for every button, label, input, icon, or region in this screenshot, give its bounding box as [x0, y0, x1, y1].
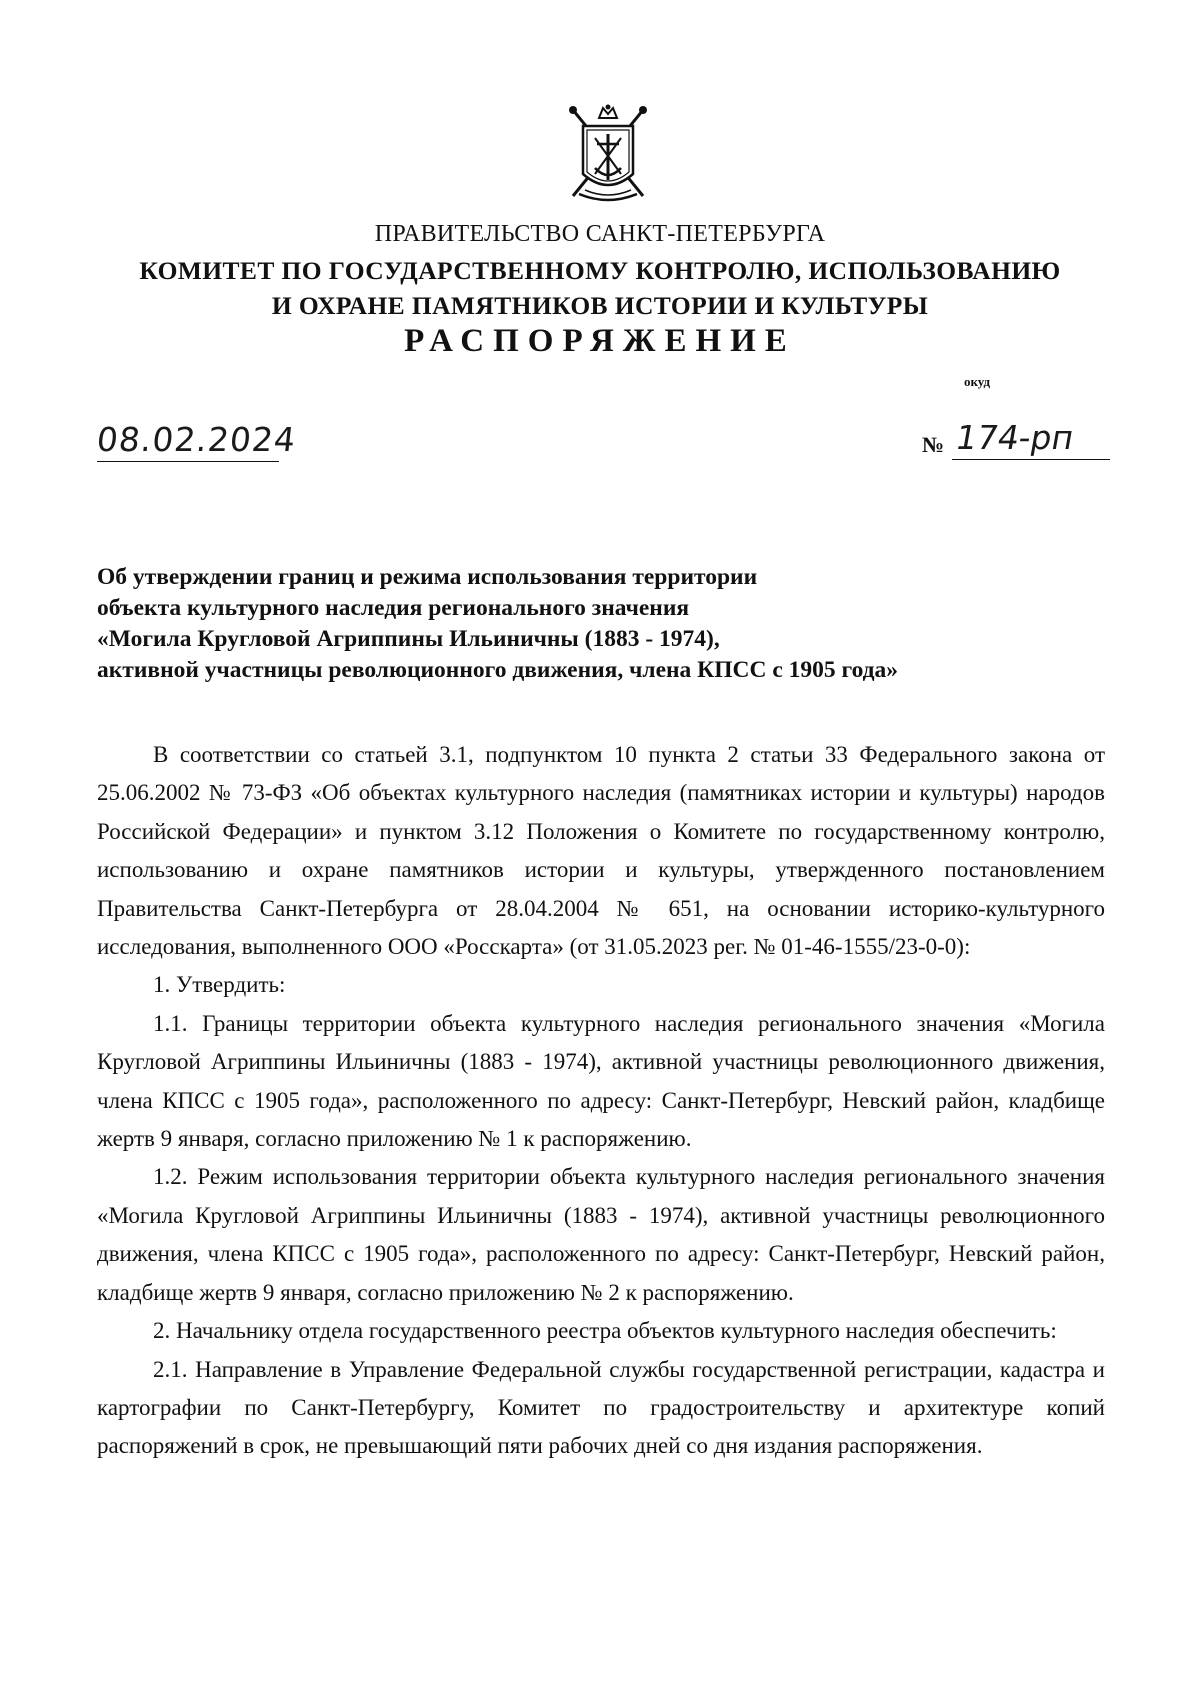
- date-underline: [97, 461, 279, 462]
- clause-2-1: 2.1. Направление в Управление Федеральной службы государственной регистрации, кадастра и картографии по Санкт-Петербургу, Комитет по градостроительству и архитектуре копий распоряжений в срок, не превышающий пяти рабочих дней со дня издания распоряжения.: [97, 1356, 1105, 1459]
- subject-line: активной участницы революционного движения, члена КПСС с 1905 года»: [97, 657, 899, 683]
- document-number: [922, 418, 1112, 470]
- subject-line: Об утверждении границ и режима использования территории: [97, 564, 758, 590]
- clause-2: 2. Начальнику отдела государственного реестра объектов культурного наследия обеспечить:: [153, 1318, 1057, 1344]
- clause-1-1: 1.1. Границы территории объекта культурного наследия регионального значения «Могила Кругловой Агриппины Ильиничны (1883 - 1974), активной участницы революционного движения, члена КПСС с 1905 года», расположенного по адресу: Санкт-Петербург, Невский район, кладбище жертв 9 января, согласно приложению № 1 к распоряжению.: [97, 1010, 1105, 1152]
- preamble-paragraph: В соответствии со статьей 3.1, подпунктом 10 пункта 2 статьи 33 Федерального закона от 25.06.2002 № 73-ФЗ «Об объектах культурного наследия (памятниках истории и культуры) народов Российской Федерации» и пунктом 3.12 Положения о Комитете по государственному контролю, использованию и охране памятников истории и культуры, утвержденного постановлением Правительства Санкт-Петербурга от 28.04.2004 № 651, на основании историко-культурного исследования, выполненного ООО «Росскарта» (от 31.05.2023 рег. № 01-46-1555/23-0-0):: [97, 742, 1105, 960]
- committee-name-line1: КОМИТЕТ ПО ГОСУДАРСТВЕННОМУ КОНТРОЛЮ, ИСПОЛЬЗОВАНИЮ: [139, 256, 1061, 285]
- subject-line: «Могила Кругловой Агриппины Ильиничны (1883 - 1974),: [97, 626, 720, 652]
- clause-1-2: 1.2. Режим использования территории объекта культурного наследия регионального значения «Могила Кругловой Агриппины Ильиничны (1883 - 1974), активной участницы революционного движения, члена КПСС с 1905 года», расположенного по адресу: Санкт-Петербург, Невский район, кладбище жертв 9 января, согласно приложению № 2 к распоряжению.: [97, 1164, 1105, 1305]
- document-date: [94, 420, 299, 468]
- handwritten-date: 08.02.2024: [94, 420, 299, 459]
- clause-1: 1. Утвердить:: [153, 972, 286, 998]
- committee-name-line2: И ОХРАНЕ ПАМЯТНИКОВ ИСТОРИИ И КУЛЬТУРЫ: [271, 291, 929, 320]
- number-underline: [952, 459, 1110, 460]
- okud-label: окуд: [964, 374, 991, 389]
- subject-line: объекта культурного наследия регионального значения: [97, 595, 690, 621]
- number-sign: №: [922, 432, 945, 457]
- handwritten-number: 174-рп: [952, 418, 1077, 457]
- government-name: ПРАВИТЕЛЬСТВО САНКТ-ПЕТЕРБУРГА: [374, 221, 826, 247]
- document-body: [97, 736, 1105, 1466]
- coat-of-arms-emblem: [565, 104, 651, 208]
- document-type-title: РАСПОРЯЖЕНИЕ: [404, 323, 796, 359]
- document-subject: [97, 562, 898, 686]
